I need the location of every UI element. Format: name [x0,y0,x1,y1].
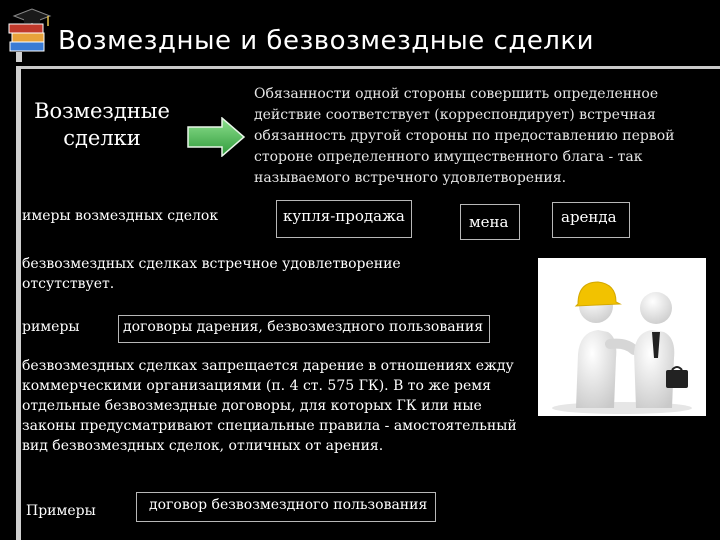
books-graduation-cap-icon [4,4,52,62]
example-tag-gift-and-free-use: договоры дарения, безвозмездного пользования [118,315,490,343]
gratuitous-restriction-text: безвозмездных сделках запрещается дарение в отношениях ежду коммерческими организациями (п. 4 ст. 575 ГК). В то же ремя отдельные безвозмездные договоры, для которых ГК или ные законы предусматривают специальные правила - амостоятельный вид безвозмездных сделок, отличных от арения. [22,358,517,454]
gratuitous-examples-label: римеры [22,319,80,335]
example-tag-exchange: мена [460,204,520,240]
gratuitous-note: безвозмездных сделках встречное удовлетворение отсутствует. [22,256,401,292]
left-accent-bar [16,66,21,540]
handshake-illustration [538,258,706,416]
right-arrow-icon [186,117,246,157]
paid-transactions-definition: Обязанности одной стороны совершить определенное действие соответствует (корреспондирует) встречная обязанность другой стороны по предоставлению первой стороне определенного имущественного блага - так называемого встречного удовлетворения. [254,86,675,186]
example-tag-sale: купля-продажа [276,200,412,238]
title-divider [16,66,720,69]
slide-title: Возмездные и безвозмездные сделки [58,26,595,56]
paid-transactions-heading: Возмездные сделки [34,99,170,150]
example-tag-lease: аренда [552,202,630,238]
example-tag-free-use: договор безвозмездного пользования [136,492,436,522]
gratuitous-examples-label-2: Примеры [26,503,96,519]
paid-examples-label: имеры возмездных сделок [22,208,219,224]
